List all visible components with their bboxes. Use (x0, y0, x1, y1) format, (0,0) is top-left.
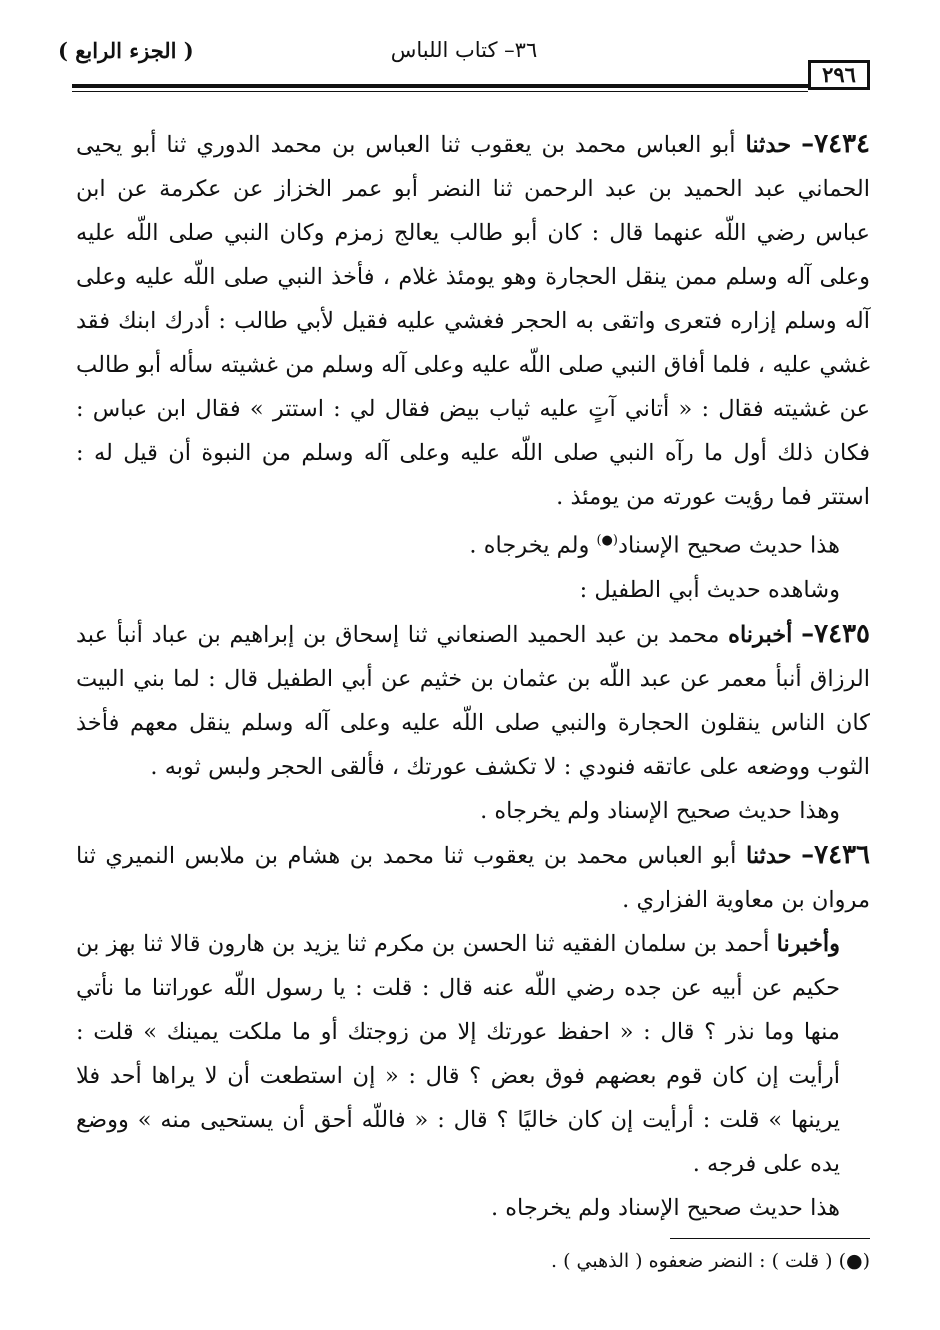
footnote-text: ( قلت ) : النضر ضعفوه ( الذهبي ) . (550, 1250, 833, 1272)
header-rule-thin (72, 91, 808, 92)
volume-label: ( الجزء الرابع ) (58, 38, 194, 63)
footnote-separator (670, 1238, 870, 1239)
footnote-reference[interactable]: (●) (596, 533, 618, 548)
hadith-number: ٧٤٣٦– (801, 839, 870, 870)
hadith-number: ٧٤٣٥– (801, 618, 871, 649)
hadith-lead-word: حدثنا (745, 842, 792, 869)
hadith-text: أبو العباس محمد بن يعقوب ثنا العباس بن محمد الدوري ثنا أبو يحيى الحماني عبد الحميد بن عبد الرحمن ثنا النضر أبو عمر الخزاز عن عكرمة عن ابن عباس رضي اللّه عنهما قال : كان أبو طالب يعالج زمزم وكان النبي صلى اللّه عليه وعلى آله وسلم ممن ينقل الحجارة وهو يومئذ غلام ، فأخذ النبي صلى اللّه عليه وعلى آله وسلم إزاره فتعرى واتقى به الحجر فغشي عليه فقيل لأبي طالب : أدرك ابنك فقد غشي عليه ، فلما أفاق النبي صلى اللّه عليه وعلى آله وسلم من غشيته سأله أبو طالب عن غشيته فقال : « أتاني آتٍ عليه ثياب بيض فقال لي : استتر » فقال ابن عباس : فكان ذلك أول ما رآه النبي صلى اللّه عليه وعلى آله وسلم من النبوة أن قيل له : استتر فما رؤيت عورته من يومئذ . (76, 132, 870, 510)
book-title: ٣٦– كتاب اللباس (390, 38, 538, 62)
grading-line: وهذا حديث صحيح الإسناد ولم يخرجاه . (480, 797, 840, 824)
header-rule-thick (72, 84, 808, 88)
hadith-lead-word: حدثنا (745, 132, 792, 158)
footnote-marker: (●) (838, 1250, 870, 1272)
page-header (58, 38, 870, 88)
hadith-text: محمد بن عبد الحميد الصنعاني ثنا إسحاق بن إبراهيم بن عباد أنبأ عبد الرزاق أنبأ معمر عن عبد اللّه بن عثمان بن خثيم عن أبي الطفيل قال : لما بني البيت كان الناس ينقلون الحجارة والنبي صلى اللّه عليه وعلى آله وسلم ينقل معهم فأخذ الثوب ووضعه على عاتقه فنودي : لا تكشف عورتك ، فألقى الحجر ولبس ثوبه . (76, 621, 870, 780)
hadith-number: ٧٤٣٤– (801, 129, 871, 159)
grading-text-end: ولم يخرجاه . (469, 532, 597, 559)
grading-text: هذا حديث صحيح الإسناد (617, 532, 840, 559)
grading-line: هذا حديث صحيح الإسناد ولم يخرجاه . (490, 1194, 840, 1221)
hadith-lead-word: أخبرناه (728, 621, 793, 648)
page-number: ٢٩٦ (808, 60, 870, 90)
main-text (76, 122, 870, 1230)
hadith-text: أبو العباس محمد بن يعقوب ثنا محمد بن هشام بن ملابس النميري ثنا مروان بن معاوية الفزاري . (76, 842, 870, 913)
footnote (551, 1250, 870, 1272)
shahid-line: وشاهده حديث أبي الطفيل : (579, 576, 840, 603)
akhbarana-text: أحمد بن سلمان الفقيه ثنا الحسن بن مكرم ثنا يزيد بن هارون قالا ثنا بهز بن حكيم عن أبيه عن جده رضي اللّه عنه قال : قلت : يا رسول اللّه عوراتنا ما نأتي منها وما نذر ؟ قال : « احفظ عورتك إلا من زوجتك أو ما ملكت يمينك » قلت : أرأيت إن كان قوم بعضهم فوق بعض ؟ قال : « إن استطعت أن لا يراها أحد فلا يرينها » قلت : أرأيت إن كان خاليًا ؟ قال : « فاللّه أحق أن يستحيى منه » ووضع يده على فرجه . (76, 930, 840, 1177)
akhbarana-paragraph (76, 922, 870, 1186)
hadith-7436 (76, 833, 870, 922)
hadith-7434 (76, 122, 870, 519)
hadith-7435 (76, 612, 870, 789)
grading-line (76, 519, 870, 568)
akhbarana-lead-word: وأخبرنا (776, 930, 840, 957)
